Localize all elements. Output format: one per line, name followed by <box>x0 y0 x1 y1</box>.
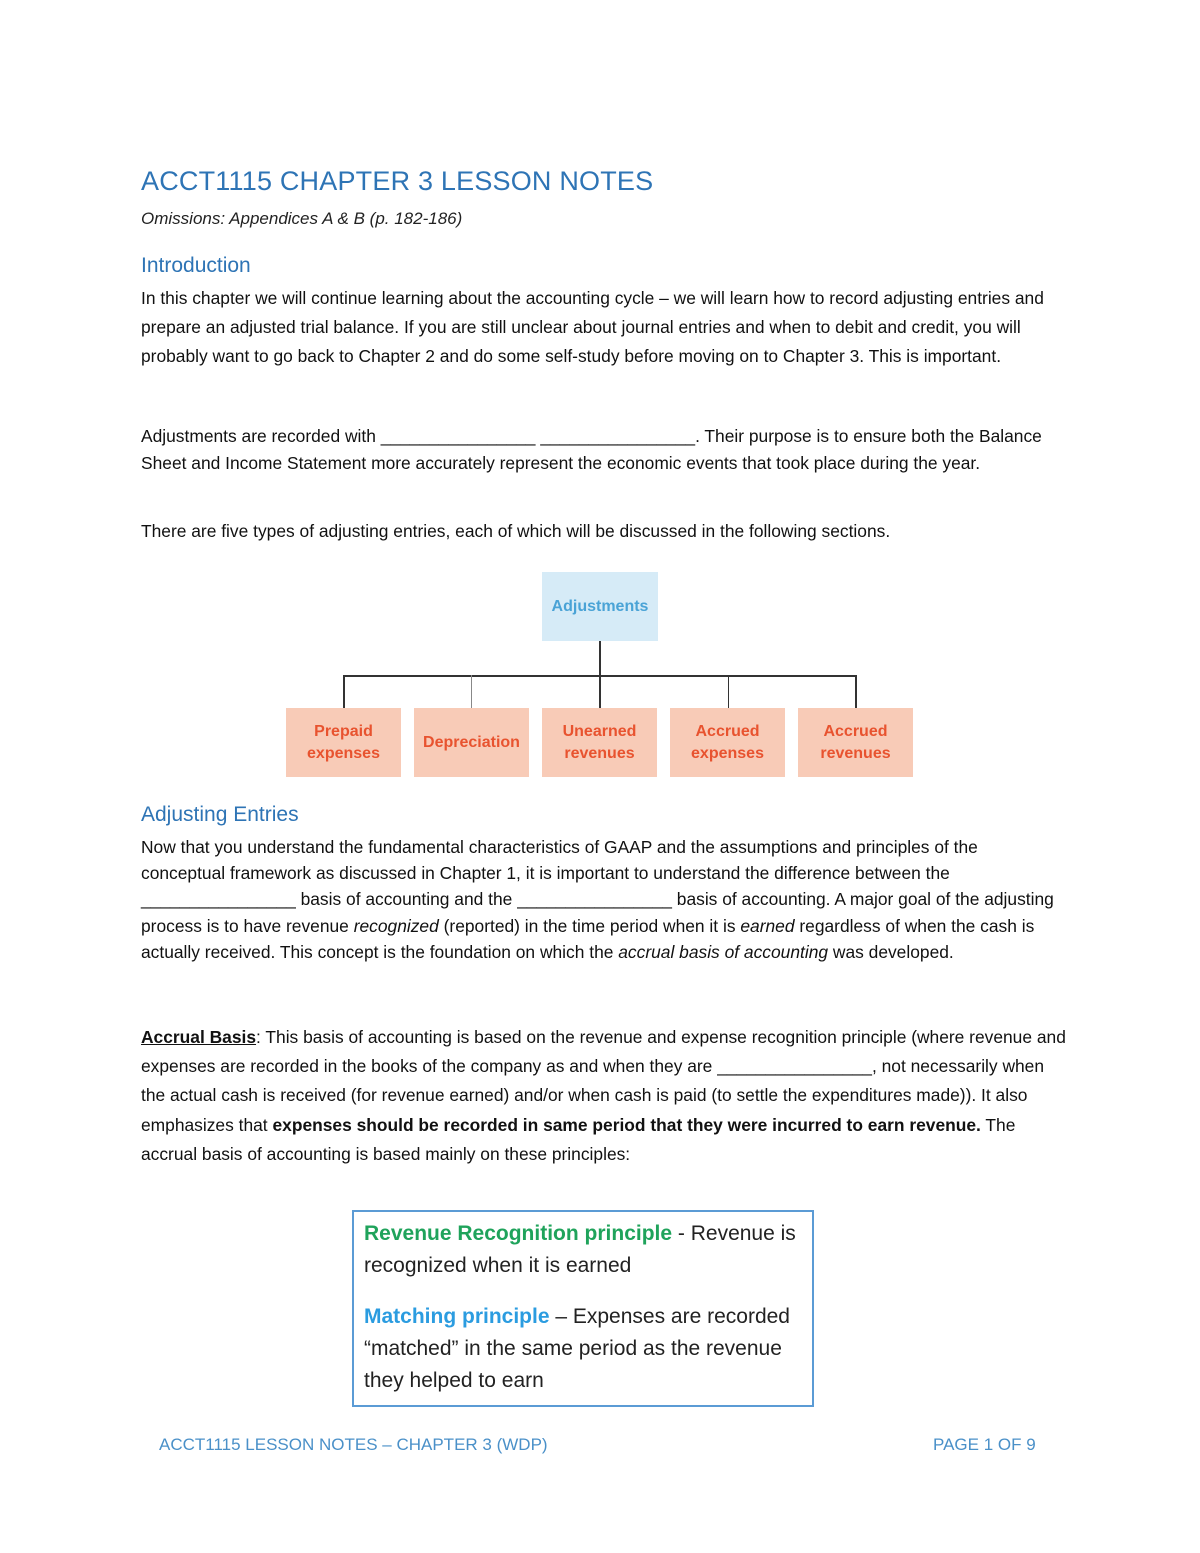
introduction-text: In this chapter we will continue learning about the accounting cycle – we will learn how to record adjusting entries and prepare an adjusted trial balance. If you are still unclear about journal entries and when to debit and credit, you will probably want to go back to Chapter 2 and do some self-study before moving on to Chapter 3. This is important. <box>141 288 1044 366</box>
diagram-connector <box>599 675 601 708</box>
diagram-box-accrued-revenues: Accrued revenues <box>798 708 913 777</box>
adjusting-entries-text: was developed. <box>832 941 954 962</box>
diagram-box-accrued-expenses: Accrued expenses <box>670 708 785 777</box>
adjusting-entries-paragraph <box>141 834 1066 965</box>
accrual-basis-text: The accrual basis of accounting is based mainly on these principles: <box>141 1114 1016 1164</box>
diagram-connector <box>599 641 601 676</box>
revenue-recognition-principle-label: Revenue Recognition principle <box>364 1222 673 1245</box>
accrual-basis-term: accrual basis of accounting <box>618 941 829 962</box>
adjustments-diagram <box>280 565 920 785</box>
accrual-basis-bold-text: expenses should be recorded in same period that they were incurred to earn revenue. <box>272 1114 981 1135</box>
earned-term: earned <box>740 915 795 936</box>
diagram-connector <box>728 675 729 708</box>
page-number: PAGE 1 OF 9 <box>933 1435 1036 1454</box>
omissions-note: Omissions: Appendices A & B (p. 182-186) <box>141 209 463 228</box>
fill-in-blank: ________________ <box>380 426 536 446</box>
fill-in-blank: ________________ <box>717 1056 872 1077</box>
recognized-term: recognized <box>353 915 439 936</box>
page-title: ACCT1115 CHAPTER 3 LESSON NOTES <box>141 166 654 196</box>
matching-principle-label: Matching principle <box>364 1305 550 1328</box>
principles-box <box>352 1210 814 1407</box>
diagram-connector <box>855 675 857 708</box>
revenue-recognition-principle-text: - Revenue is recognized when it is earned <box>364 1222 796 1277</box>
adjusting-entries-text: A major goal of the adjusting process is to have revenue <box>141 889 1054 936</box>
accrual-basis-label: Accrual Basis <box>141 1027 257 1047</box>
accrual-basis-paragraph <box>141 1023 1066 1169</box>
diagram-box-unearned-revenues: Unearned revenues <box>542 708 657 777</box>
adjustment-types-text: There are five types of adjusting entries, each of which will be discussed in the following sections. <box>141 521 891 541</box>
adjusting-entries-text: regardless of when the cash is actually received. This concept is the foundation on which the <box>141 915 1035 962</box>
diagram-connector <box>471 675 472 708</box>
introduction-heading: Introduction <box>141 254 251 277</box>
fill-in-blank: ________________ <box>517 889 672 910</box>
introduction-paragraph <box>141 284 1066 371</box>
adjustment-types-paragraph <box>141 518 1066 544</box>
adjusting-entries-heading: Adjusting Entries <box>141 803 299 826</box>
diagram-box-depreciation: Depreciation <box>414 708 529 777</box>
accrual-basis-text: : This basis of accounting is based on the revenue and expense recognition principle (where revenue and expenses are recorded in the books of the company as and when they are <box>141 1027 1066 1077</box>
footer-title: ACCT1115 LESSON NOTES – CHAPTER 3 (WDP) <box>159 1435 548 1454</box>
adjusting-entries-text: basis of accounting. <box>676 889 831 910</box>
fill-in-blank: ________________ <box>141 889 296 910</box>
diagram-connector <box>343 675 345 708</box>
adjusting-entries-text: Now that you understand the fundamental characteristics of GAAP and the assumptions and principles of the conceptual framework as discussed in Chapter 1, it is important to understand the difference between the <box>141 837 978 884</box>
adjusting-entries-text: basis of accounting and the <box>300 889 513 910</box>
matching-principle-text: – Expenses are recorded “matched” in the same period as the revenue they helped to earn <box>364 1305 790 1392</box>
accrual-basis-text: , not necessarily when the actual cash is received (for revenue earned) and/or when cash is paid (to settle the expenditures made)). It also emphasizes that <box>141 1056 1045 1135</box>
diagram-box-prepaid-expenses: Prepaid expenses <box>286 708 401 777</box>
diagram-root-box: Adjustments <box>542 572 658 641</box>
adjusting-entries-text: (reported) in the time period when it is <box>443 915 736 936</box>
adjustments-text-before: Adjustments are recorded with <box>141 426 376 446</box>
adjustments-text-after: . Their purpose is to ensure both the Balance Sheet and Income Statement more accurately represent the economic events that took place during the year. <box>141 426 1042 473</box>
fill-in-blank: ________________ <box>540 426 696 446</box>
adjustments-paragraph <box>141 423 1066 476</box>
